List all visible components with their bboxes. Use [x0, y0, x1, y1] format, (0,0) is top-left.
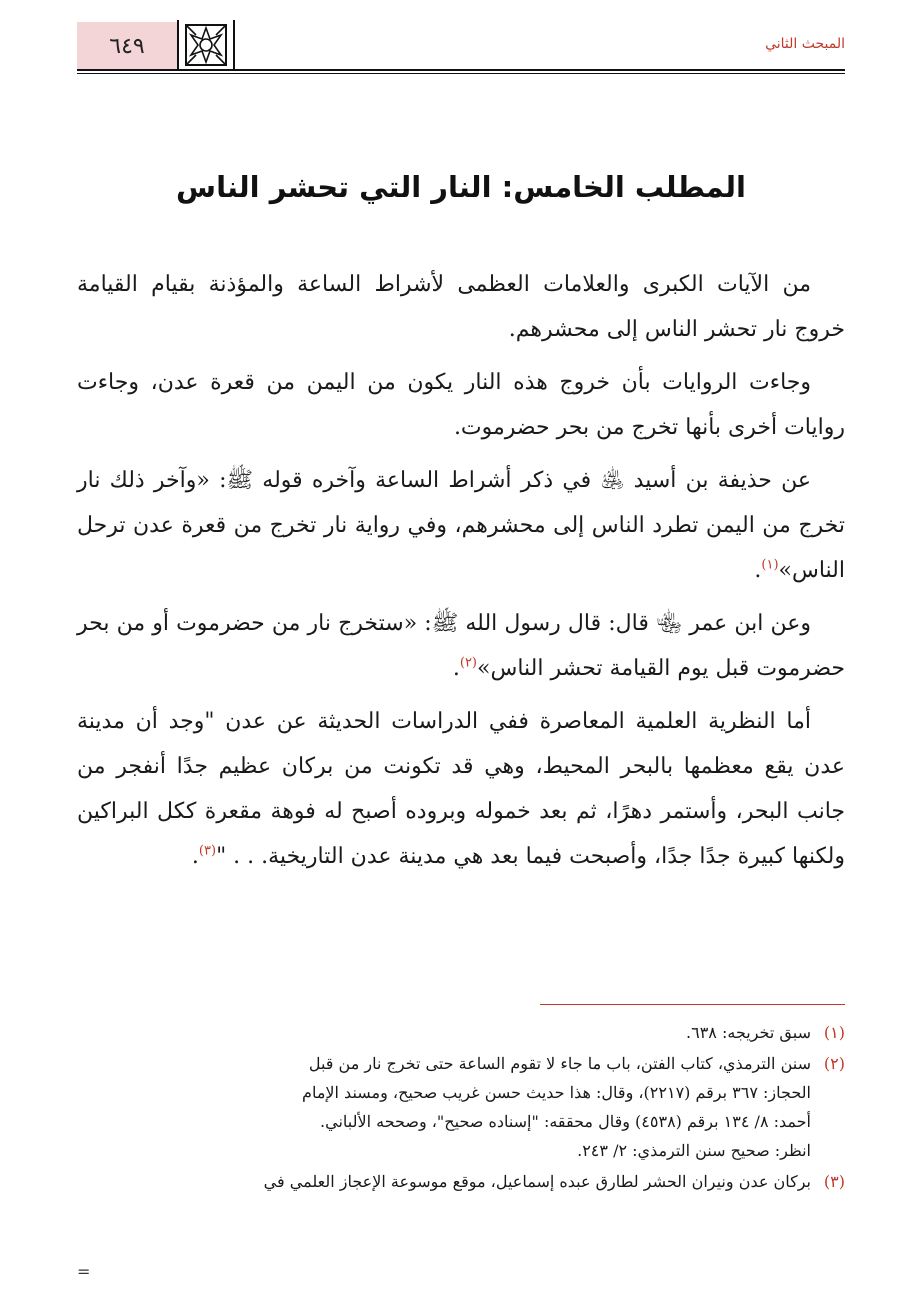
paragraph: وعن ابن عمر ﵄ قال: قال رسول الله ﷺ: «ستخرج نار من حضرموت أو من بحر حضرموت قبل يوم القيامة تحشر الناس»$^{(٢)}$. [77, 611, 845, 681]
paragraph [77, 262, 845, 352]
paragraph-text: عن حذيفة بن أسيد ﵁ في ذكر أشراط الساعة وآخره قوله ﷺ: «وآخر ذلك نار تخرج من اليمن تطرد الناس إلى محشرهم، وفي رواية نار تخرج من قعرة عدن ترحل الناس» [77, 468, 845, 583]
footnote-line: سبق تخريجه: ٦٣٨. [686, 1023, 811, 1042]
footnote-ref[interactable]: (١) [761, 557, 779, 573]
footnote [77, 1018, 845, 1047]
footnote-divider [540, 1004, 845, 1005]
footnote [77, 1049, 845, 1165]
paragraph: عن حذيفة بن أسيد ﵁ في ذكر أشراط الساعة وآخره قوله ﷺ: «وآخر ذلك نار تخرج من اليمن تطرد الناس إلى محشرهم، وفي رواية نار تخرج من قعرة عدن ترحل الناس»$^{(١)}$. [77, 468, 845, 583]
footnote-number: (٣) [823, 1172, 845, 1191]
paragraph-text: وجاءت الروايات بأن خروج هذه النار يكون من اليمن من قعرة عدن، وجاءت روايات أخرى بأنها تخرج من بحر حضرموت. [77, 370, 845, 440]
paragraph-text: أما النظرية العلمية المعاصرة ففي الدراسات الحديثة عن عدن "وجد أن مدينة عدن يقع معظمها بالبحر المحيط، وهي قد تكونت من بركان عظيم جدًا أنفجر من جانب البحر، وأستمر دهرًا، ثم بعد خموله وبروده أصبح له فوهة مقعرة ككل البراكين ولكنها كبيرة جدًا جدًا، وأصبحت فيما بعد هي مدينة عدن التاريخية. . . " [77, 709, 846, 869]
footnote [77, 1167, 845, 1196]
page-header [77, 18, 845, 74]
footnote-number: (٢) [823, 1054, 845, 1073]
header-divider [77, 69, 845, 74]
footnote-number: (١) [823, 1023, 845, 1042]
ornament-icon [177, 18, 235, 72]
footnote-ref[interactable]: (٢) [459, 655, 477, 671]
footnote-line: سنن الترمذي، كتاب الفتن، باب ما جاء لا تقوم الساعة حتى تخرج نار من قبل [308, 1054, 811, 1073]
paragraph-text: وعن ابن عمر ﵄ قال: قال رسول الله ﷺ: «ستخرج نار من حضرموت أو من بحر حضرموت قبل يوم القيامة تحشر الناس» [77, 611, 845, 681]
footnote-line: انظر: صحيح سنن الترمذي: ٢/ ٢٤٣. [577, 1141, 811, 1160]
body-text [77, 262, 845, 887]
footnote-line: بركان عدن ونيران الحشر لطارق عبده إسماعيل، موقع موسوعة الإعجاز العلمي في [263, 1172, 811, 1191]
section-title: المطلب الخامس: النار التي تحشر الناس [176, 170, 746, 204]
footnote-line: الحجاز: ٣٦٧ برقم (٢٢١٧)، وقال: هذا حديث حسن غريب صحيح، ومسند الإمام [302, 1083, 811, 1102]
paragraph: أما النظرية العلمية المعاصرة ففي الدراسات الحديثة عن عدن "وجد أن مدينة عدن يقع معظمها بالبحر المحيط، وهي قد تكونت من بركان عظيم جدًا أنفجر من جانب البحر، وأستمر دهرًا، ثم بعد خموله وبروده أصبح له فوهة مقعرة ككل البراكين ولكنها كبيرة جدًا جدًا، وأصبحت فيما بعد هي مدينة عدن التاريخية. . . "$^{(٣)}$. [77, 709, 846, 869]
footnote-ref[interactable]: (٣) [198, 843, 217, 859]
page-bottom-mark: = [77, 1262, 91, 1281]
footnote-line: أحمد: ٨/ ١٣٤ برقم (٤٥٣٨) وقال محققه: "إسناده صحيح"، وصححه الألباني. [320, 1112, 811, 1131]
page-number: ٦٤٩ [77, 22, 177, 70]
paragraph-text: من الآيات الكبرى والعلامات العظمى لأشراط الساعة والمؤذنة بقيام القيامة خروج نار تحشر الناس إلى محشرهم. [77, 272, 845, 342]
footnotes [77, 1018, 845, 1198]
chapter-title: المبحث الثاني [765, 36, 845, 52]
paragraph [77, 360, 845, 450]
